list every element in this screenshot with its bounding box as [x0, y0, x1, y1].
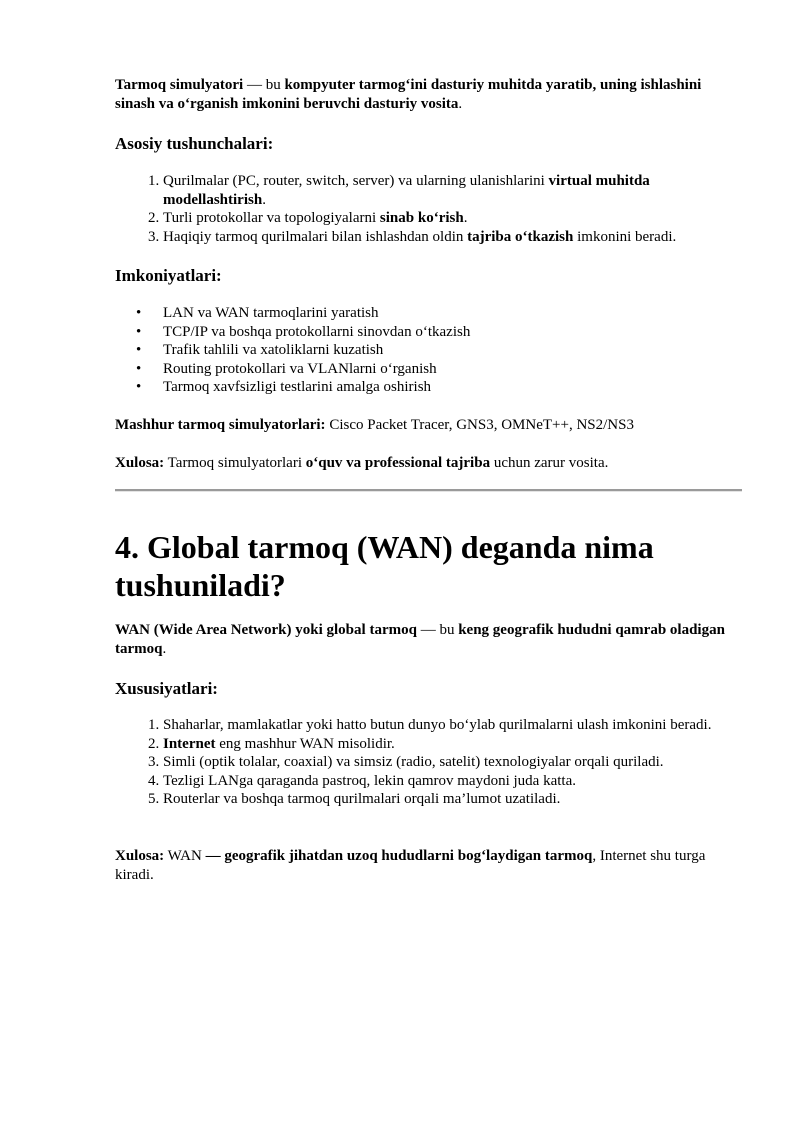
conclusion-paragraph: Xulosa: Tarmoq simulyatorlari o‘quv va professional tajriba uchun zarur vosita.	[115, 455, 609, 471]
list-item: 3. Simli (optik tolalar, coaxial) va simsiz (radio, satelit) texnologiyalar orqali quriladi.	[163, 753, 745, 772]
wan-intro-paragraph: WAN (Wide Area Network) yoki global tarmoq — bu keng geografik hududni qamrab oladigan tarmoq.	[115, 622, 725, 657]
section-divider	[115, 489, 742, 492]
wan-conclusion-paragraph: Xulosa: WAN — geografik jihatdan uzoq hududlarni bog‘laydigan tarmoq, Internet shu turga kiradi.	[115, 848, 706, 883]
popular-simulators: Mashhur tarmoq simulyatorlari: Cisco Packet Tracer, GNS3, OMNeT++, NS2/NS3	[115, 417, 634, 433]
list-item: 4. Tezligi LANga qaraganda pastroq, lekin qamrov maydoni juda katta.	[163, 772, 745, 791]
concepts-list	[115, 172, 745, 246]
intro-paragraph: Tarmoq simulyatori — bu kompyuter tarmog‘ini dasturiy muhitda yaratib, uning ishlashini sinash va o‘rganish imkonini beruvchi dasturiy vosita.	[115, 77, 702, 112]
list-item: 3. Haqiqiy tarmoq qurilmalari bilan ishlashdan oldin tajriba o‘tkazish imkonini beradi.	[163, 228, 745, 247]
list-item: • TCP/IP va boshqa protokollarni sinovdan o‘tkazish	[163, 323, 745, 342]
list-item: 1. Shaharlar, mamlakatlar yoki hatto butun dunyo bo‘ylab qurilmalarni ulash imkonini beradi.	[163, 716, 745, 735]
features-list	[115, 304, 745, 397]
list-item: • LAN va WAN tarmoqlarini yaratish	[163, 304, 745, 323]
list-item: • Trafik tahlili va xatoliklarni kuzatish	[163, 341, 745, 360]
concepts-heading: Asosiy tushunchalari:	[115, 134, 274, 153]
features-heading: Imkoniyatlari:	[115, 266, 222, 285]
list-item: • Routing protokollari va VLANlarni o‘rganish	[163, 360, 745, 379]
list-item: 2. Internet eng mashhur WAN misolidir.	[163, 735, 745, 754]
wan-features-heading: Xususiyatlari:	[115, 679, 218, 698]
list-item: 1. Qurilmalar (PC, router, switch, server) va ularning ulanishlarini virtual muhitda modellashtirish.	[163, 172, 745, 209]
list-item: 5. Routerlar va boshqa tarmoq qurilmalari orqali ma’lumot uzatiladi.	[163, 790, 745, 809]
list-item: 2. Turli protokollar va topologiyalarni sinab ko‘rish.	[163, 209, 745, 228]
wan-features-list	[115, 716, 745, 809]
section-title: 4. Global tarmoq (WAN) deganda nima tushuniladi?	[115, 529, 654, 603]
list-item: • Tarmoq xavfsizligi testlarini amalga oshirish	[163, 378, 745, 397]
